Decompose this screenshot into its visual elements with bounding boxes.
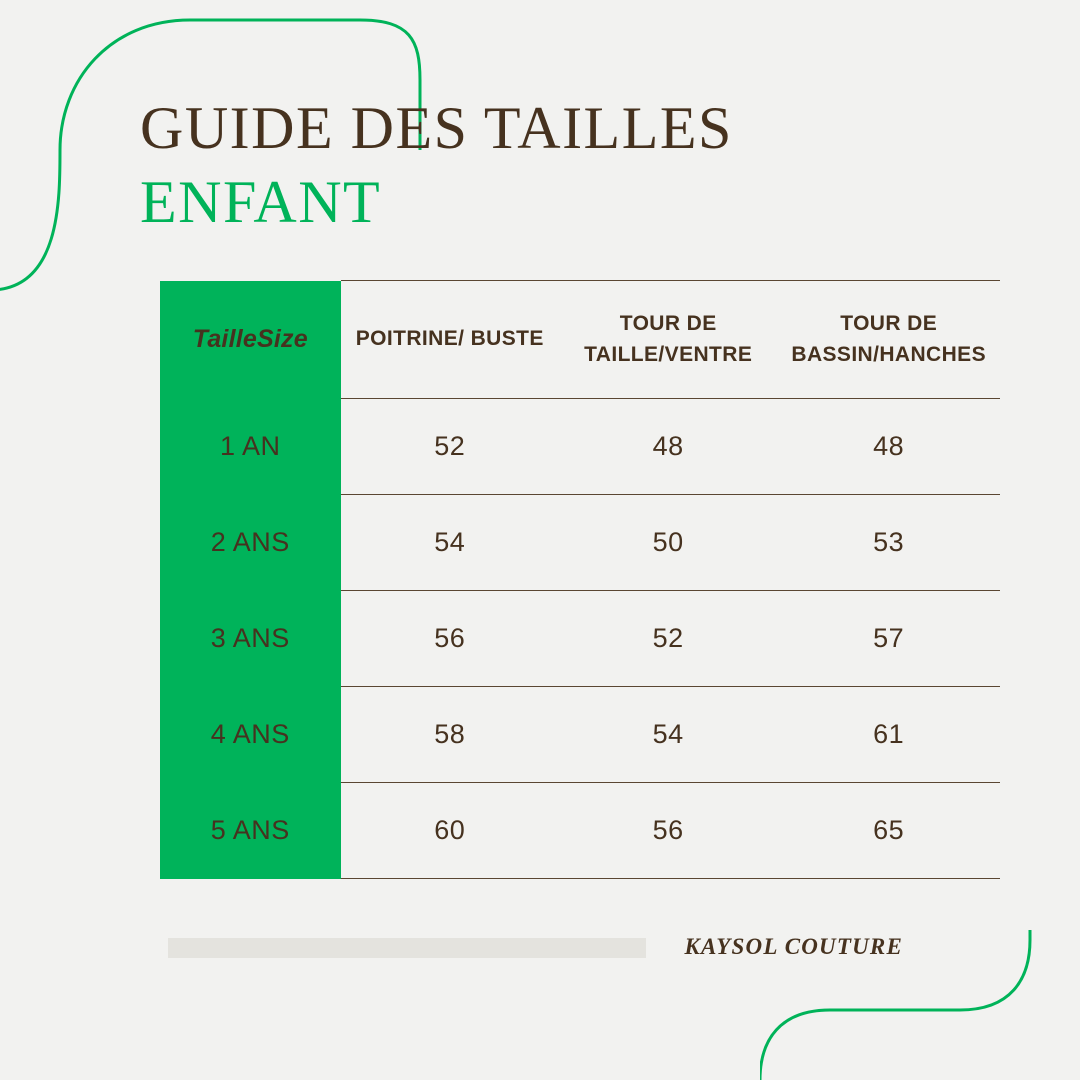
cell-bassin: 57: [777, 591, 1000, 687]
cell-taille: 54: [559, 687, 777, 783]
table-row: [160, 687, 1000, 783]
footer: [168, 934, 903, 960]
cell-buste: 60: [341, 783, 559, 879]
cell-bassin: 65: [777, 783, 1000, 879]
table-header-row: [160, 281, 1000, 399]
cell-bassin: 61: [777, 687, 1000, 783]
cell-buste: 52: [341, 399, 559, 495]
cell-bassin: 48: [777, 399, 1000, 495]
size-guide-table-wrapper: [160, 280, 1000, 879]
table-row: [160, 399, 1000, 495]
column-header-buste: POITRINE/ BUSTE: [341, 281, 559, 399]
cell-buste: 58: [341, 687, 559, 783]
table-row: [160, 495, 1000, 591]
cell-size: 3 ANS: [160, 591, 341, 687]
cell-size: 2 ANS: [160, 495, 341, 591]
cell-bassin: 53: [777, 495, 1000, 591]
page-title: GUIDE DES TAILLES: [140, 95, 733, 161]
cell-taille: 52: [559, 591, 777, 687]
size-guide-table: [160, 280, 1000, 879]
cell-buste: 56: [341, 591, 559, 687]
column-header-size: TailleSize: [160, 281, 341, 399]
table-row: [160, 591, 1000, 687]
footer-decorative-bar: [168, 938, 646, 958]
cell-size: 5 ANS: [160, 783, 341, 879]
column-header-taille: TOUR DE TAILLE/VENTRE: [559, 281, 777, 399]
page-subtitle: ENFANT: [140, 168, 382, 235]
cell-taille: 56: [559, 783, 777, 879]
cell-size: 1 AN: [160, 399, 341, 495]
table-row: [160, 783, 1000, 879]
cell-taille: 48: [559, 399, 777, 495]
brand-name: KAYSOL COUTURE: [684, 934, 903, 959]
cell-size: 4 ANS: [160, 687, 341, 783]
cell-taille: 50: [559, 495, 777, 591]
cell-buste: 54: [341, 495, 559, 591]
page-title-block: [140, 96, 733, 238]
column-header-bassin: TOUR DE BASSIN/HANCHES: [777, 281, 1000, 399]
